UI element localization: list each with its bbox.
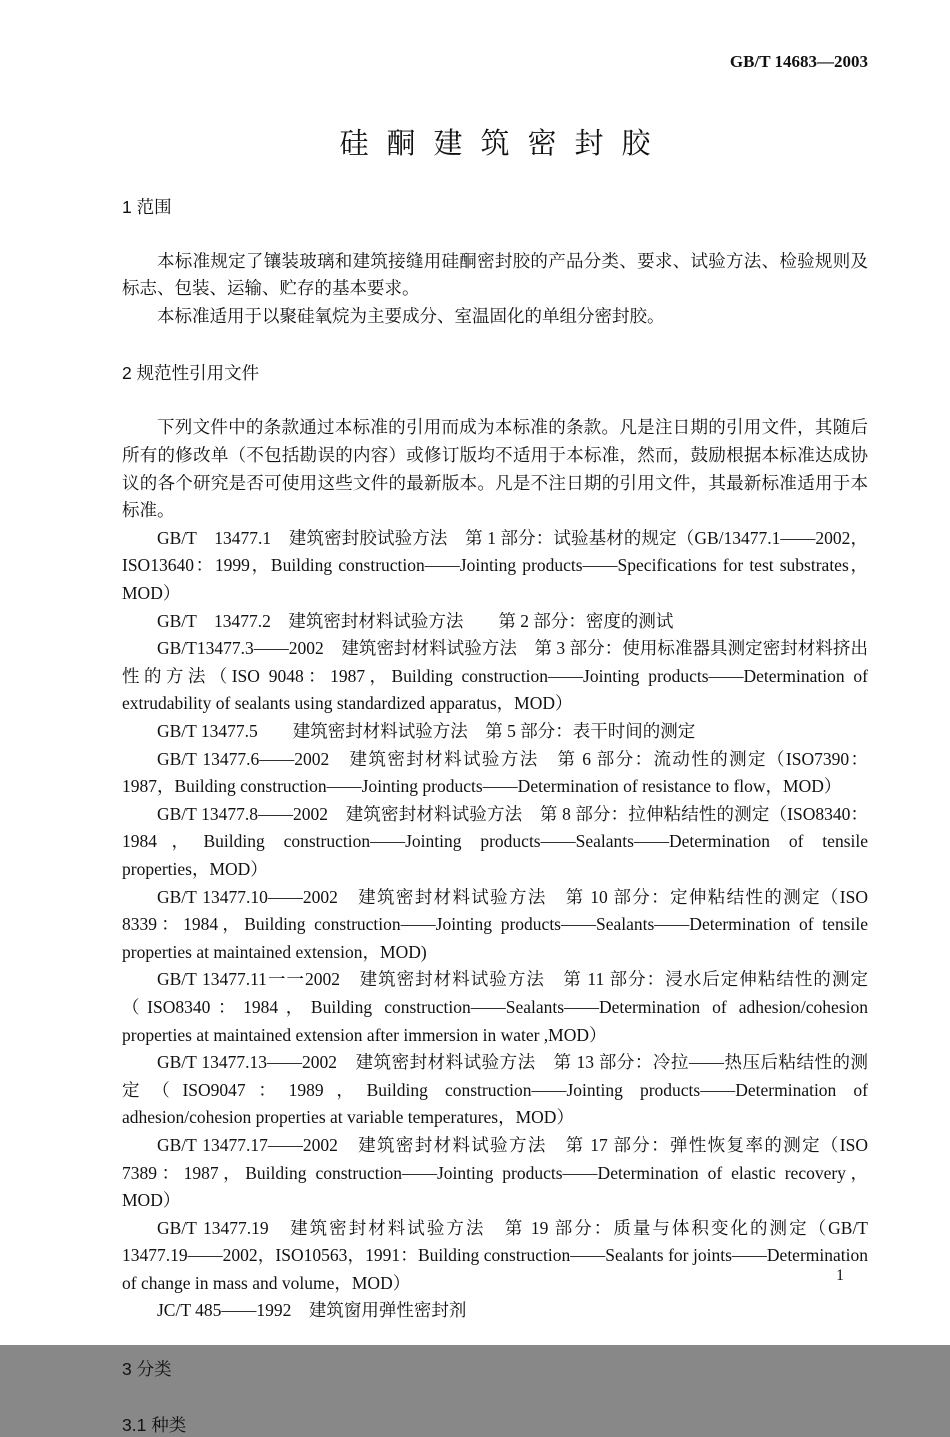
section-2-heading: 2 规范性引用文件 [122,363,260,384]
reference-item: GB/T 13477.6——2002 建筑密封材料试验方法 第 6 部分：流动性的测定（ISO7390：1987，Building construction——Jointing products——Determination of resistance to flow，MOD） [122,748,868,797]
page-number: 1 [836,1267,844,1284]
reference-item: GB/T 13477.2 建筑密封材料试验方法 第 2 部分：密度的测试 [157,610,674,631]
document-title: 硅酮建筑密封胶 [339,128,669,160]
normative-references-intro: 下列文件中的条款通过本标准的引用而成为本标准的条款。凡是注日期的引用文件，其随后所有的修改单（不包括勘误的内容）或修订版均不适用于本标准，然而，鼓励根据本标准达成协议的各个研究是否可使用这些文件的最新版本。凡是不注日期的引用文件，其最新标准适用于本标准。 [122,417,868,521]
reference-list [122,525,868,1325]
reference-item: GB/T 13477.10——2002 建筑密封材料试验方法 第 10 部分：定伸粘结性的测定（ISO 8339：1984，Building construction——Jointing products——Sealants——Determination of tensile properties at maintained extension，MOD) [122,886,868,962]
standard-number: GB/T 14683—2003 [729,52,868,71]
reference-item: GB/T 13477.19 建筑密封材料试验方法 第 19 部分：质量与体积变化的测定（GB/T 13477.19——2002，ISO10563，1991：Building construction——Sealants for joints——Determination of change in mass and volume，MOD） [122,1217,868,1293]
section-3-heading: 3 分类 [122,1359,172,1380]
section-3-1-heading: 3.1 种类 [122,1415,187,1436]
reference-item: GB/T 13477.5 建筑密封材料试验方法 第 5 部分：表干时间的测定 [157,721,696,741]
reference-item: GB/T 13477.1 建筑密封胶试验方法 第 1 部分：试验基材的规定（GB/13477.1——2002，ISO13640：1999，Building construction——Jointing products——Specifications for test substrates，MOD） [122,527,868,604]
reference-item: GB/T 13477.13——2002 建筑密封材料试验方法 第 13 部分：冷拉——热压后粘结性的测定（ISO9047：1989，Building construction——Jointing products——Determination of adhesion/cohesion properties at variable temperatures，MOD） [122,1052,868,1128]
reference-item: GB/T13477.3——2002 建筑密封材料试验方法 第 3 部分：使用标准器具测定密封材料挤出性的方法（ISO 9048：1987，Building construction——Jointing products——Determination of extrudability of sealants using standardized apparatus，MOD） [122,638,868,714]
reference-item: GB/T 13477.11一一2002 建筑密封材料试验方法 第 11 部分：浸水后定伸粘结性的测定（ISO8340：1984，Building construction——Sealants——Determination of adhesion/cohesion properties at maintained extension after immersion in water ,MOD） [122,969,868,1045]
reference-item: GB/T 13477.17——2002 建筑密封材料试验方法 第 17 部分：弹性恢复率的测定（ISO 7389：1987，Building construction——Jointing products——Determination of elastic recovery，MOD） [122,1134,868,1211]
section-1-heading: 1 范围 [122,196,172,217]
reference-item: JC/T 485——1992 建筑窗用弹性密封剂 [157,1300,467,1321]
scope-paragraph-2: 本标准适用于以聚硅氧烷为主要成分、室温固化的单组分密封胶。 [157,305,665,326]
scope-paragraph-1: 本标准规定了镶装玻璃和建筑接缝用硅酮密封胶的产品分类、要求、试验方法、检验规则及标志、包装、运输、贮存的基本要求。 [122,250,868,299]
reference-item: GB/T 13477.8——2002 建筑密封材料试验方法 第 8 部分：拉伸粘结性的测定（ISO8340：1984，Building construction——Jointing products——Sealants——Determination of tensile properties，MOD） [122,803,868,879]
